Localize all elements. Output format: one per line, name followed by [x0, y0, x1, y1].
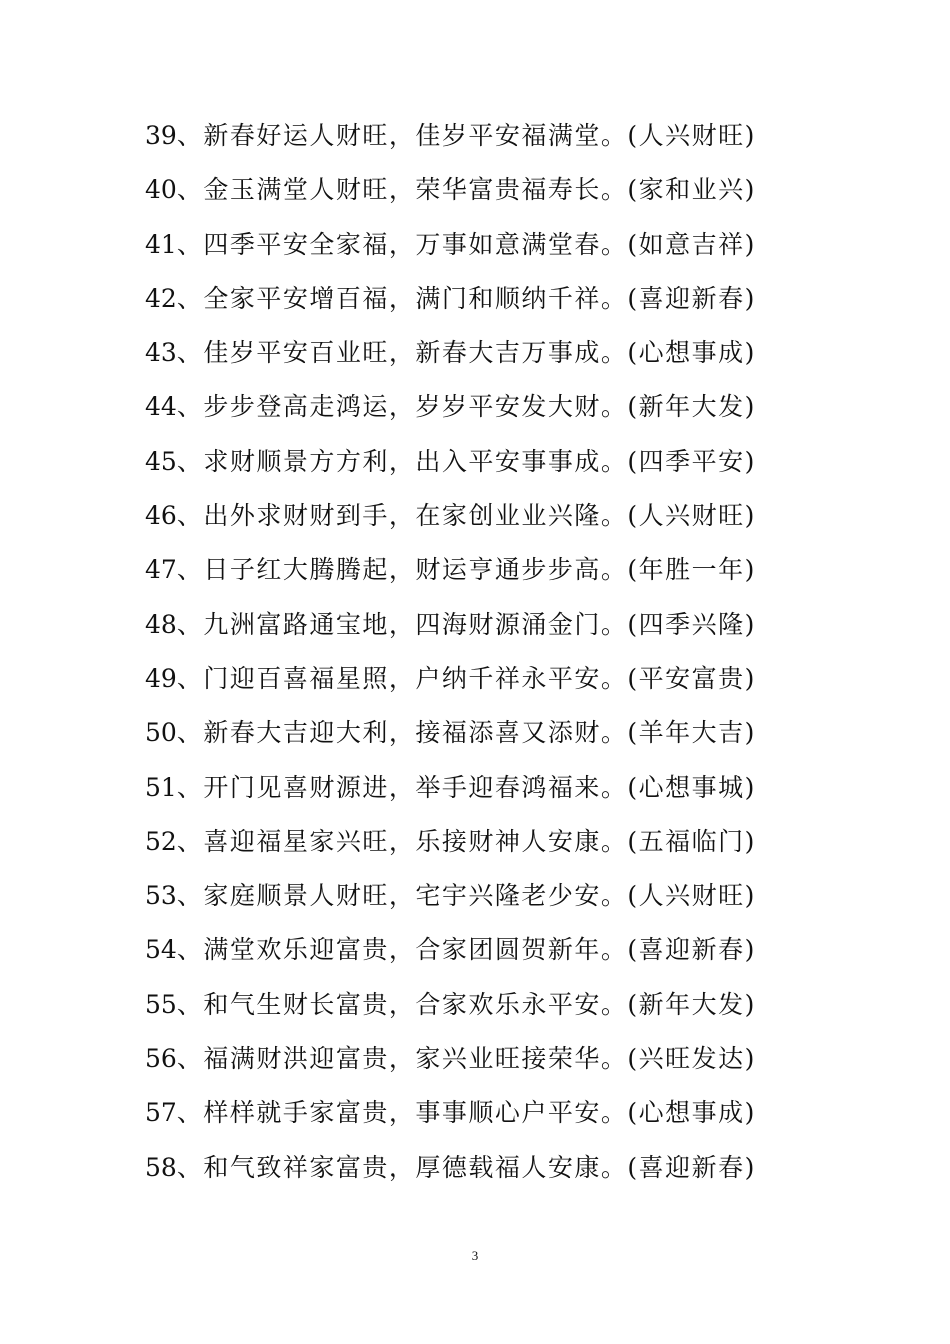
line-text: 、和气致祥家富贵，厚德载福人安康。(喜迎新春): [176, 1152, 756, 1182]
couplet-line: [145, 218, 756, 272]
line-text: 、出外求财财到手，在家创业业兴隆。(人兴财旺): [176, 501, 756, 531]
line-number: 48: [145, 609, 177, 639]
line-number: 45: [145, 446, 177, 476]
couplet-line: [145, 163, 756, 217]
line-text: 、全家平安增百福，满门和顺纳千祥。(喜迎新春): [176, 283, 756, 313]
line-text: 、福满财洪迎富贵，家兴业旺接荣华。(兴旺发达): [176, 1044, 756, 1074]
line-text: 、日子红大腾腾起，财运亨通步步高。(年胜一年): [176, 555, 756, 585]
line-number: 49: [145, 663, 177, 693]
line-text: 、和气生财长富贵，合家欢乐永平安。(新年大发): [176, 989, 756, 1019]
line-text: 、步步登高走鸿运，岁岁平安发大财。(新年大发): [176, 392, 756, 422]
couplet-line: [145, 923, 756, 977]
line-number: 56: [145, 1044, 177, 1074]
couplet-line: [145, 1032, 756, 1086]
line-number: 54: [145, 935, 177, 965]
couplet-line: [145, 109, 756, 163]
line-text: 、求财顺景方方利，出入平安事事成。(四季平安): [176, 446, 756, 476]
line-text: 、金玉满堂人财旺，荣华富贵福寿长。(家和业兴): [176, 175, 756, 205]
line-number: 55: [145, 989, 177, 1019]
couplet-line: [145, 598, 756, 652]
line-text: 、样样就手家富贵，事事顺心户平安。(心想事成): [176, 1098, 756, 1128]
couplet-line: [145, 1086, 756, 1140]
line-number: 47: [145, 555, 177, 585]
line-number: 53: [145, 881, 177, 911]
couplet-line: [145, 326, 756, 380]
line-number: 46: [145, 501, 177, 531]
line-number: 41: [145, 229, 177, 259]
line-number: 40: [145, 175, 177, 205]
couplet-line: [145, 543, 756, 597]
line-text: 、新春大吉迎大利，接福添喜又添财。(羊年大吉): [176, 718, 756, 748]
couplet-line: [145, 815, 756, 869]
couplet-line: [145, 272, 756, 326]
couplet-line: [145, 1141, 756, 1195]
couplet-line: [145, 978, 756, 1032]
line-number: 52: [145, 826, 177, 856]
couplet-list: [145, 109, 756, 1195]
line-number: 44: [145, 392, 177, 422]
line-number: 57: [145, 1098, 177, 1128]
couplet-line: [145, 435, 756, 489]
line-text: 、新春好运人财旺，佳岁平安福满堂。(人兴财旺): [176, 121, 756, 150]
line-number: 58: [145, 1152, 177, 1182]
line-text: 、喜迎福星家兴旺，乐接财神人安康。(五福临门): [176, 826, 756, 856]
line-text: 、九洲富路通宝地，四海财源涌金门。(四季兴隆): [176, 609, 756, 639]
couplet-line: [145, 652, 756, 706]
line-text: 、开门见喜财源进，举手迎春鸿福来。(心想事城): [176, 772, 756, 802]
couplet-line: [145, 869, 756, 923]
line-text: 、满堂欢乐迎富贵，合家团圆贺新年。(喜迎新春): [176, 935, 756, 965]
line-number: 42: [145, 283, 177, 313]
line-number: 39: [145, 121, 177, 150]
line-text: 、四季平安全家福，万事如意满堂春。(如意吉祥): [176, 229, 756, 259]
page-number: 3: [471, 1248, 479, 1263]
line-text: 、佳岁平安百业旺，新春大吉万事成。(心想事成): [176, 338, 756, 368]
couplet-line: [145, 380, 756, 434]
couplet-line: [145, 761, 756, 815]
line-text: 、门迎百喜福星照，户纳千祥永平安。(平安富贵): [176, 663, 756, 693]
couplet-line: [145, 706, 756, 760]
couplet-line: [145, 489, 756, 543]
line-number: 43: [145, 338, 177, 368]
line-number: 50: [145, 718, 177, 748]
line-text: 、家庭顺景人财旺，宅宇兴隆老少安。(人兴财旺): [176, 881, 756, 911]
line-number: 51: [145, 772, 177, 802]
